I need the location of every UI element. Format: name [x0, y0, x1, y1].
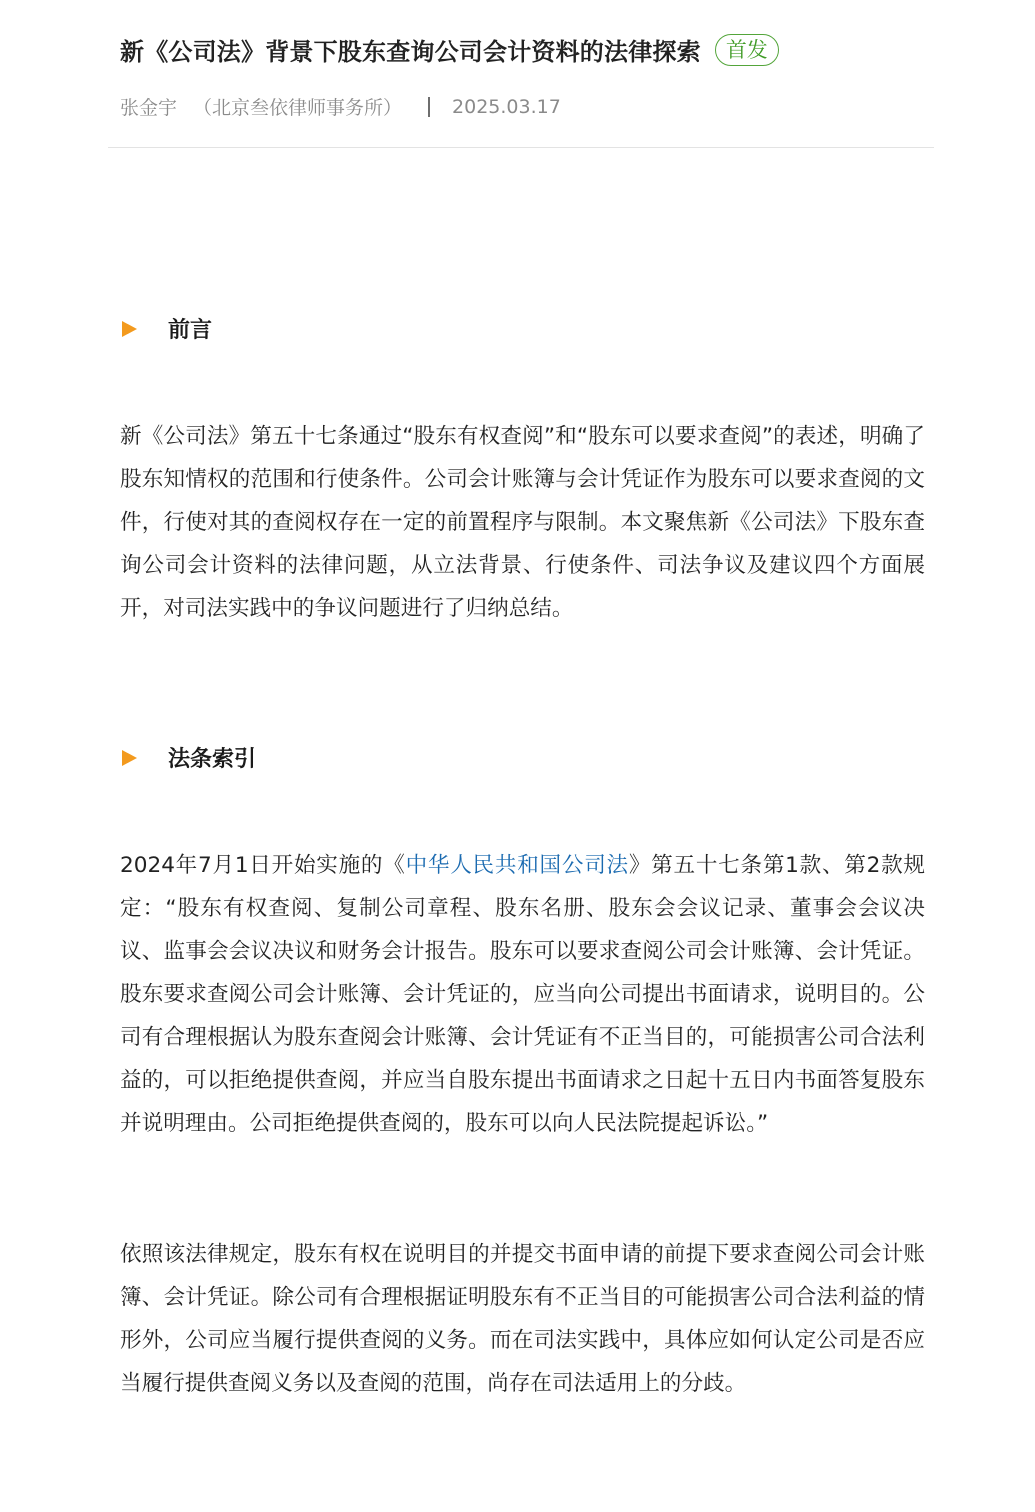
- article-header: [108, 24, 934, 148]
- article-title: 新《公司法》背景下股东查询公司会计资料的法律探索: [120, 38, 701, 66]
- meta-separator: [428, 97, 430, 117]
- first-release-badge: 首发: [715, 34, 779, 66]
- preface-paragraph: 新《公司法》第五十七条通过“股东有权查阅”和“股东可以要求查阅”的表述，明确了股东知情权的范围和行使条件。公司会计账簿与会计凭证作为股东可以要求查阅的文件，行使对其的查阅权存在一定的前置程序与限制。本文聚焦新《公司法》下股东查询公司会计资料的法律问题，从立法背景、行使条件、司法争议及建议四个方面展开，对司法实践中的争议问题进行了归纳总结。: [120, 424, 925, 621]
- article-meta: [120, 93, 561, 120]
- author-firm: （北京叁依律师事务所）: [193, 97, 403, 119]
- section-heading-text: 法条索引: [168, 747, 257, 772]
- triangle-right-icon: [122, 750, 137, 766]
- law-citation-paragraph: [120, 844, 925, 1145]
- law-link[interactable]: 中华人民共和国公司法: [405, 853, 629, 878]
- publish-date: 2025.03.17: [452, 95, 561, 118]
- law-citation-intro: 2024年7月1日开始实施的《: [120, 853, 406, 878]
- law-citation-text: 》第五十七条第1款、第2款规定：“股东有权查阅、复制公司章程、股东名册、股东会会议记录、董事会会议决议、监事会会议决议和财务会计报告。股东可以要求查阅公司会计账簿、会计凭证。股东要求查阅公司会计账簿、会计凭证的，应当向公司提出书面请求，说明目的。公司有合理根据认为股东查阅会计账簿、会计凭证有不正当目的，可能损害公司合法利益的，可以拒绝提供查阅，并应当自股东提出书面请求之日起十五日内书面答复股东并说明理由。公司拒绝提供查阅的，股东可以向人民法院提起诉讼。”: [120, 853, 925, 1136]
- section-heading-text: 前言: [168, 318, 213, 343]
- triangle-right-icon: [122, 321, 137, 337]
- section-heading-law-index: [122, 742, 256, 773]
- author-name[interactable]: 张金宇: [120, 97, 178, 119]
- analysis-paragraph: 依照该法律规定，股东有权在说明目的并提交书面申请的前提下要求查阅公司会计账簿、会计凭证。除公司有合理根据证明股东有不正当目的可能损害公司合法利益的情形外，公司应当履行提供查阅的义务。而在司法实践中，具体应如何认定公司是否应当履行提供查阅义务以及查阅的范围，尚存在司法适用上的分歧。: [120, 1242, 925, 1396]
- section-heading-preface: [122, 313, 212, 344]
- title-row: [120, 32, 779, 67]
